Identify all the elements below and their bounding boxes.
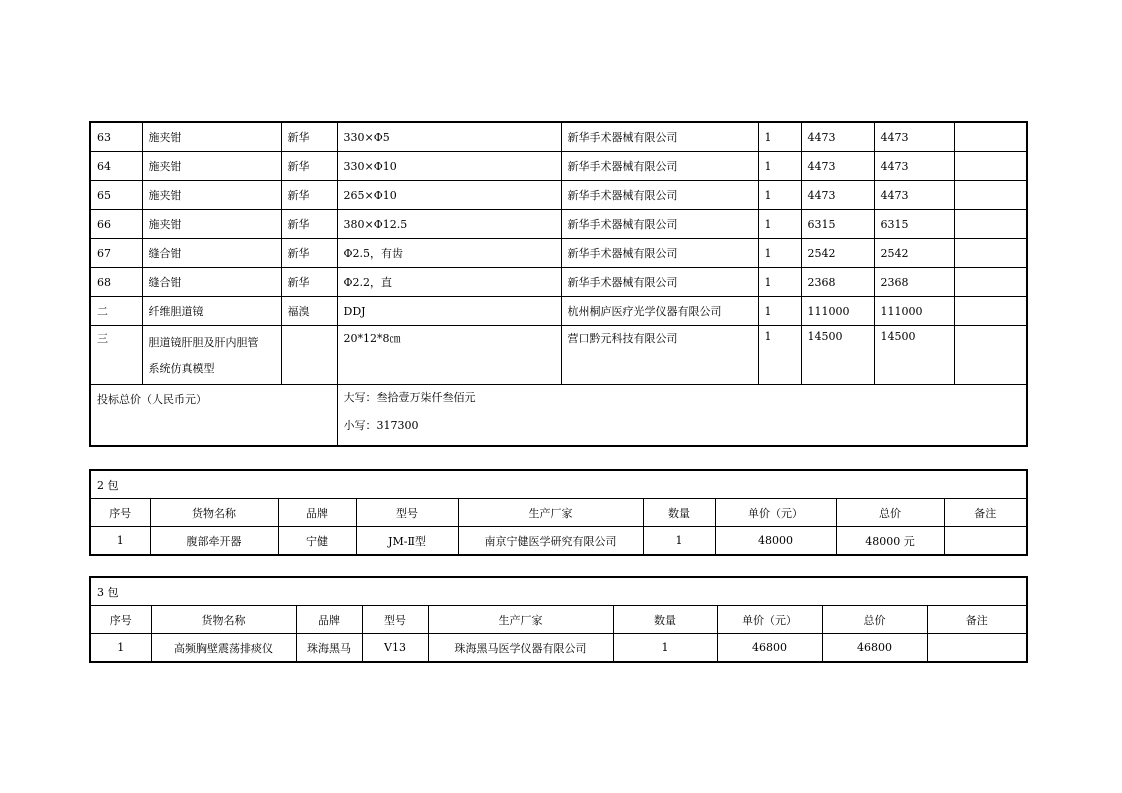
- cell-model: JM-Ⅱ型: [356, 527, 458, 556]
- cell-qty: 1: [758, 181, 801, 210]
- cell-unit-price: 48000: [715, 527, 836, 556]
- cell-note: [954, 152, 1027, 181]
- cell-no: 66: [90, 210, 142, 239]
- cell-qty: 1: [758, 122, 801, 152]
- cell-brand: 新华: [281, 210, 337, 239]
- cell-qty: 1: [613, 634, 717, 663]
- cell-qty: 1: [758, 210, 801, 239]
- cell-total: 4473: [874, 181, 954, 210]
- package-title-row: [90, 577, 1027, 606]
- cell-note: [954, 122, 1027, 152]
- table-row: [90, 268, 1027, 297]
- cell-name: 高频胸壁震荡排痰仪: [151, 634, 296, 663]
- cell-note: [954, 297, 1027, 326]
- cell-note: [954, 239, 1027, 268]
- cell-note: [954, 268, 1027, 297]
- total-label: 投标总价（人民币元）: [90, 385, 337, 447]
- header-total: 总价: [822, 606, 927, 634]
- header-no: 序号: [90, 606, 151, 634]
- cell-unit-price: 2542: [801, 239, 874, 268]
- cell-no: 67: [90, 239, 142, 268]
- package3-table: [89, 576, 1028, 663]
- cell-maker: 新华手术器械有限公司: [561, 268, 758, 297]
- cell-maker: 新华手术器械有限公司: [561, 152, 758, 181]
- header-maker: 生产厂家: [428, 606, 613, 634]
- total-amount: [337, 385, 1027, 447]
- cell-note: [954, 326, 1027, 385]
- table-row: [90, 239, 1027, 268]
- cell-model: 330×Φ10: [337, 152, 561, 181]
- cell-model: 265×Φ10: [337, 181, 561, 210]
- package2-table: [89, 469, 1028, 556]
- cell-total: 46800: [822, 634, 927, 663]
- cell-model: Φ2.5，有齿: [337, 239, 561, 268]
- cell-brand: 宁健: [278, 527, 356, 556]
- cell-name: 缝合钳: [142, 268, 281, 297]
- header-maker: 生产厂家: [458, 499, 643, 527]
- cell-no: 65: [90, 181, 142, 210]
- cell-maker: 新华手术器械有限公司: [561, 181, 758, 210]
- cell-qty: 1: [758, 152, 801, 181]
- cell-brand: 新华: [281, 181, 337, 210]
- total-row: [90, 385, 1027, 447]
- cell-model: V13: [362, 634, 428, 663]
- cell-brand: 珠海黑马: [296, 634, 362, 663]
- cell-no: 64: [90, 152, 142, 181]
- cell-name: 施夹钳: [142, 181, 281, 210]
- cell-name: 施夹钳: [142, 122, 281, 152]
- cell-unit-price: 111000: [801, 297, 874, 326]
- header-no: 序号: [90, 499, 150, 527]
- cell-brand: 新华: [281, 152, 337, 181]
- header-unit-price: 单价（元）: [717, 606, 822, 634]
- table-row: [90, 527, 1027, 556]
- cell-brand: 新华: [281, 268, 337, 297]
- cell-unit-price: 2368: [801, 268, 874, 297]
- cell-brand: 福溴: [281, 297, 337, 326]
- cell-total: 2368: [874, 268, 954, 297]
- header-row: [90, 606, 1027, 634]
- cell-brand: 新华: [281, 239, 337, 268]
- header-note: 备注: [944, 499, 1027, 527]
- cell-unit-price: 46800: [717, 634, 822, 663]
- cell-no: 1: [90, 634, 151, 663]
- cell-maker: 南京宁健医学研究有限公司: [458, 527, 643, 556]
- cell-no: 1: [90, 527, 150, 556]
- header-brand: 品牌: [278, 499, 356, 527]
- cell-name: 施夹钳: [142, 210, 281, 239]
- cell-note: [954, 210, 1027, 239]
- cell-model: Φ2.2，直: [337, 268, 561, 297]
- package-title: 3 包: [90, 577, 1027, 606]
- cell-maker: 营口黔元科技有限公司: [561, 326, 758, 385]
- items-table: [89, 121, 1028, 447]
- cell-brand: [281, 326, 337, 385]
- cell-name: 缝合钳: [142, 239, 281, 268]
- cell-total: 4473: [874, 122, 954, 152]
- cell-name-line1: 胆道镜肝胆及肝内胆管: [148, 336, 259, 349]
- cell-qty: 1: [758, 326, 801, 385]
- cell-qty: 1: [643, 527, 715, 556]
- table-row: [90, 297, 1027, 326]
- table-row: [90, 634, 1027, 663]
- package-title-row: [90, 470, 1027, 499]
- header-note: 备注: [927, 606, 1027, 634]
- header-qty: 数量: [643, 499, 715, 527]
- cell-note: [944, 527, 1027, 556]
- header-name: 货物名称: [151, 606, 296, 634]
- cell-model: 20*12*8㎝: [337, 326, 561, 385]
- cell-unit-price: 4473: [801, 181, 874, 210]
- table-row: [90, 210, 1027, 239]
- cell-qty: 1: [758, 239, 801, 268]
- cell-unit-price: 4473: [801, 122, 874, 152]
- cell-model: 380×Φ12.5: [337, 210, 561, 239]
- cell-total: 111000: [874, 297, 954, 326]
- cell-note: [927, 634, 1027, 663]
- cell-maker: 新华手术器械有限公司: [561, 239, 758, 268]
- cell-maker: 杭州桐庐医疗光学仪器有限公司: [561, 297, 758, 326]
- header-brand: 品牌: [296, 606, 362, 634]
- cell-name-line2: 系统仿真模型: [148, 362, 215, 375]
- cell-total: 4473: [874, 152, 954, 181]
- total-lower: 小写：317300: [343, 419, 419, 432]
- cell-no: 三: [90, 326, 142, 385]
- total-upper: 大写：叁拾壹万柒仟叁佰元: [343, 391, 476, 404]
- cell-qty: 1: [758, 297, 801, 326]
- cell-unit-price: 4473: [801, 152, 874, 181]
- cell-total: 6315: [874, 210, 954, 239]
- cell-no: 68: [90, 268, 142, 297]
- cell-name: 纤维胆道镜: [142, 297, 281, 326]
- cell-model: DDJ: [337, 297, 561, 326]
- cell-maker: 新华手术器械有限公司: [561, 210, 758, 239]
- header-qty: 数量: [613, 606, 717, 634]
- cell-name: [142, 326, 281, 385]
- header-name: 货物名称: [150, 499, 278, 527]
- cell-brand: 新华: [281, 122, 337, 152]
- header-row: [90, 499, 1027, 527]
- header-model: 型号: [362, 606, 428, 634]
- cell-model: 330×Φ5: [337, 122, 561, 152]
- header-total: 总价: [836, 499, 944, 527]
- cell-note: [954, 181, 1027, 210]
- cell-qty: 1: [758, 268, 801, 297]
- cell-name: 腹部牵开器: [150, 527, 278, 556]
- cell-maker: 新华手术器械有限公司: [561, 122, 758, 152]
- cell-maker: 珠海黑马医学仪器有限公司: [428, 634, 613, 663]
- table-row: [90, 152, 1027, 181]
- cell-total: 14500: [874, 326, 954, 385]
- table-row: [90, 181, 1027, 210]
- header-unit-price: 单价（元）: [715, 499, 836, 527]
- table-row: [90, 326, 1027, 385]
- cell-total: 2542: [874, 239, 954, 268]
- cell-no: 二: [90, 297, 142, 326]
- cell-name: 施夹钳: [142, 152, 281, 181]
- cell-unit-price: 14500: [801, 326, 874, 385]
- cell-no: 63: [90, 122, 142, 152]
- package-title: 2 包: [90, 470, 1027, 499]
- table-row: [90, 122, 1027, 152]
- cell-unit-price: 6315: [801, 210, 874, 239]
- cell-total: 48000 元: [836, 527, 944, 556]
- header-model: 型号: [356, 499, 458, 527]
